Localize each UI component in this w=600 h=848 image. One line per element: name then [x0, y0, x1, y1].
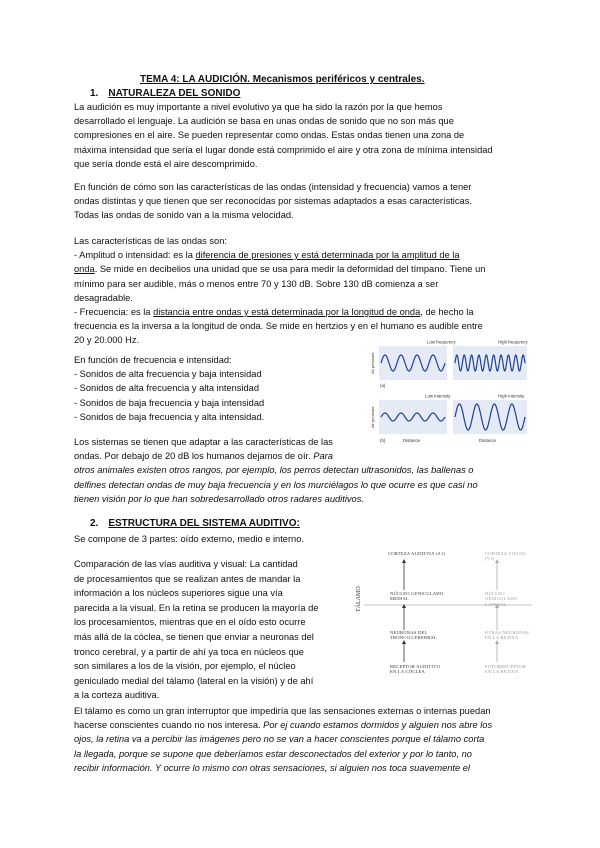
- label-high-frequency: High frequency: [498, 339, 528, 345]
- text-line: desarrollado el lenguaje. La audición se basa en unas ondas de sonido que no son más que: [74, 116, 454, 127]
- label-visual-cortex: CORTEZA VISUAL (V1): [485, 551, 527, 562]
- list-item: - Sonidos de alta frecuencia y alta intensidad: [74, 383, 260, 394]
- text-line: geniculado medial del tálamo (lateral en la visión) y de ahí: [74, 675, 314, 686]
- text-line: más allá de la cóclea, se tienen que enviar a neuronas del: [74, 631, 314, 642]
- text-line: compresiones en el aire. Se pueden representar como ondas. Estas ondas tienen una zona de: [74, 130, 465, 141]
- text-line: desagradable.: [74, 292, 133, 303]
- text-span: ondas. Por debajo de 20 dB los humanos dejamos de oír.: [74, 451, 314, 462]
- text-line: RECEPTOR AUDITIVO: [390, 664, 441, 669]
- section-2-title: ESTRUCTURA DEL SISTEMA AUDITIVO:: [108, 518, 300, 529]
- text-line: [74, 718, 534, 732]
- label-medial-geniculate: [390, 591, 443, 602]
- text-line: OTRAS NEURONAS: [485, 630, 530, 635]
- text-line: mínimo para ser audible, más o menos entre 70 y 130 dB. Sobre 130 dB comienza a ser: [74, 278, 439, 289]
- frequency-intensity-list: [74, 353, 359, 424]
- italic-line: tienen visión por lo que han sobredesarrollado otros radares auditivos.: [74, 493, 364, 504]
- auditory-visual-pathway-diagram: [352, 544, 532, 684]
- text-line: Los sistemas se tienen que adaptar a las características de las: [74, 437, 333, 447]
- arrowhead: [402, 559, 406, 563]
- label-photoreceptor: [485, 664, 526, 675]
- label-lateral-geniculate: [485, 591, 532, 607]
- label-brainstem-neurons: [390, 630, 437, 641]
- text-line: TRONCO CEREBRAL: [390, 635, 438, 641]
- text-line: En función de frecuencia e intensidad:: [74, 355, 232, 365]
- text-line: MEDIAL: [390, 596, 410, 602]
- arrowhead: [402, 604, 406, 608]
- section-2-heading: [90, 517, 300, 531]
- paragraph-parts: Se compone de 3 partes: oído externo, medio e interno.: [74, 534, 304, 544]
- thalamus-label: TÁLAMO: [356, 586, 362, 612]
- section-1-number: 1.: [90, 88, 99, 99]
- paragraph-intro: [74, 100, 529, 171]
- italic-line: ojos, la retina va a percibir las imágenes pero no se van a hacer conscientes porque el tálamo corta: [74, 734, 485, 745]
- paragraph-wave-characteristics: [74, 234, 529, 348]
- text-line: son similares a los de la visión, por ejemplo, el núcleo: [74, 661, 296, 672]
- axis-label-air-pressure-b: Air pressure: [370, 406, 375, 428]
- label-auditory-cortex: CORTEZA AUDITIVA (A1): [388, 551, 446, 556]
- text-line: que sería donde está el aire descomprimido.: [74, 158, 258, 169]
- text-line: frecuencia es la inversa a la longitud de onda. Se mide en hertzios y en el humano es audible entre: [74, 321, 483, 332]
- sound-waves-figure: [367, 338, 533, 446]
- pathway-lines: [352, 544, 532, 684]
- text-line: NÚCLEO GENICULADO: [485, 591, 518, 602]
- list-item: - Sonidos de alta frecuencia y baja intensidad: [74, 369, 262, 380]
- section-2-number: 2.: [90, 518, 99, 529]
- amplitude-line: [74, 248, 529, 262]
- italic-line: la llegada, porque se supone que deberíamos estar desconectados del exterior y por lo tanto, no: [74, 748, 472, 759]
- text-line: La audición es muy importante a nivel evolutivo ya que ha sido la razón por la que hemos: [74, 102, 443, 112]
- label-low-intensity: Low intensity: [425, 393, 451, 399]
- axis-label-air-pressure-a: Air pressure: [370, 352, 375, 374]
- text-span: , de hecho la: [420, 307, 474, 318]
- text-line: 20 y 20.000 Hz.: [74, 335, 140, 346]
- text-line: LATERAL: [485, 601, 507, 607]
- panel-high-frequency: [453, 346, 527, 380]
- label-low-frequency: Low frequency: [427, 339, 456, 345]
- text-line: EN LA RETINA: [485, 635, 519, 641]
- text-line: Comparación de las vías auditiva y visual: La cantidad: [74, 559, 298, 569]
- underlined-text: diferencia de presiones y está determinada por la amplitud de la: [195, 250, 460, 261]
- paragraph-thalamus: [74, 704, 534, 775]
- text-line: EN LA RETINA: [485, 669, 519, 675]
- text-line: a la corteza auditiva.: [74, 690, 160, 701]
- frequency-line: [74, 305, 529, 319]
- axis-label-distance-right: Distance: [479, 438, 497, 443]
- text-line: información a los núcleos superiores sigue una vía: [74, 588, 283, 599]
- label-retina-neurons: [485, 630, 529, 641]
- text-line: los procesamientos, mientras que en el oído esto ocurre: [74, 617, 306, 628]
- italic-line: delfines detectan ondas de muy baja frecuencia y en los murciélagos lo que ocurre es que casi no: [74, 479, 478, 490]
- list-item: - Sonidos de baja frecuencia y alta intensidad.: [74, 411, 265, 422]
- text-line: ondas distintas y que tienen que ser reconocidas por sistemas adaptados a esas características.: [74, 196, 472, 207]
- text-line: FOTORRECEPTOR: [485, 664, 526, 669]
- section-1-title: NATURALEZA DEL SONIDO: [108, 88, 241, 99]
- label-high-intensity: High intensity: [498, 393, 525, 399]
- text-span: - Frecuencia: es la: [74, 307, 154, 318]
- italic-text: Por ej cuando estamos dormidos y alguien nos abre los: [263, 720, 493, 731]
- text-line: tronco cerebral, y a partir de ahí ya toca en núcleos que: [74, 646, 304, 657]
- italic-line: otros animales existen otros rangos, por ejemplo, los perros detectan ultrasonidos, las ballenas o: [74, 465, 474, 476]
- underlined-text: distancia entre ondas y está determinada por la longitud de onda: [153, 307, 421, 318]
- italic-line: recibir información. Y ocurre lo mismo con otras sensaciones, si alguien nos toca suavemente el: [74, 762, 471, 773]
- text-span: . Se mide en decibelios una unidad que se usa para medir la deformidad del tímpano. Tiene un: [94, 264, 486, 275]
- panel-label-b: (b): [380, 438, 386, 443]
- paragraph-wave-features: [74, 180, 529, 223]
- axis-label-distance-left: Distance: [403, 438, 421, 443]
- text-line: Las características de las ondas son:: [74, 236, 227, 246]
- text-line: de procesamientos que se realizan antes de mandar la: [74, 573, 301, 584]
- amplitude-line-2: [74, 262, 529, 276]
- document-title: TEMA 4: LA AUDICIÓN. Mecanismos periféricos y centrales.: [140, 74, 425, 85]
- underlined-text: onda: [74, 264, 95, 275]
- panel-label-a: (a): [380, 383, 386, 388]
- text-span: - Amplitud o intensidad: es la: [74, 250, 196, 261]
- italic-text: Para: [313, 451, 333, 462]
- text-line: El tálamo es como un gran interruptor que impediría que las sensaciones externas o internas puedan: [74, 706, 491, 716]
- paragraph-comparison: [74, 557, 339, 703]
- text-line: NEURONAS DEL: [390, 630, 428, 635]
- text-line: [74, 449, 529, 463]
- label-auditory-receptor: [390, 664, 440, 675]
- text-line: EN LA CÓCLEA: [390, 669, 426, 675]
- list-item: - Sonidos de baja frecuencia y baja intensidad: [74, 397, 265, 408]
- text-line: parecida a la visual. En la retina se producen la mayoría de: [74, 602, 319, 613]
- text-span: hacerse conscientes cuando no nos interesa.: [74, 720, 264, 731]
- text-line: máxima intensidad que sería el lugar donde está comprimido el aire y otra zona de mínima intensidad: [74, 144, 493, 155]
- text-line: Todas las ondas de sonido van a la misma velocidad.: [74, 210, 294, 221]
- text-line: En función de cómo son las características de las ondas (intensidad y frecuencia) vamos a tener: [74, 182, 472, 192]
- text-line: NÚCLEO GENICULADO: [390, 591, 444, 596]
